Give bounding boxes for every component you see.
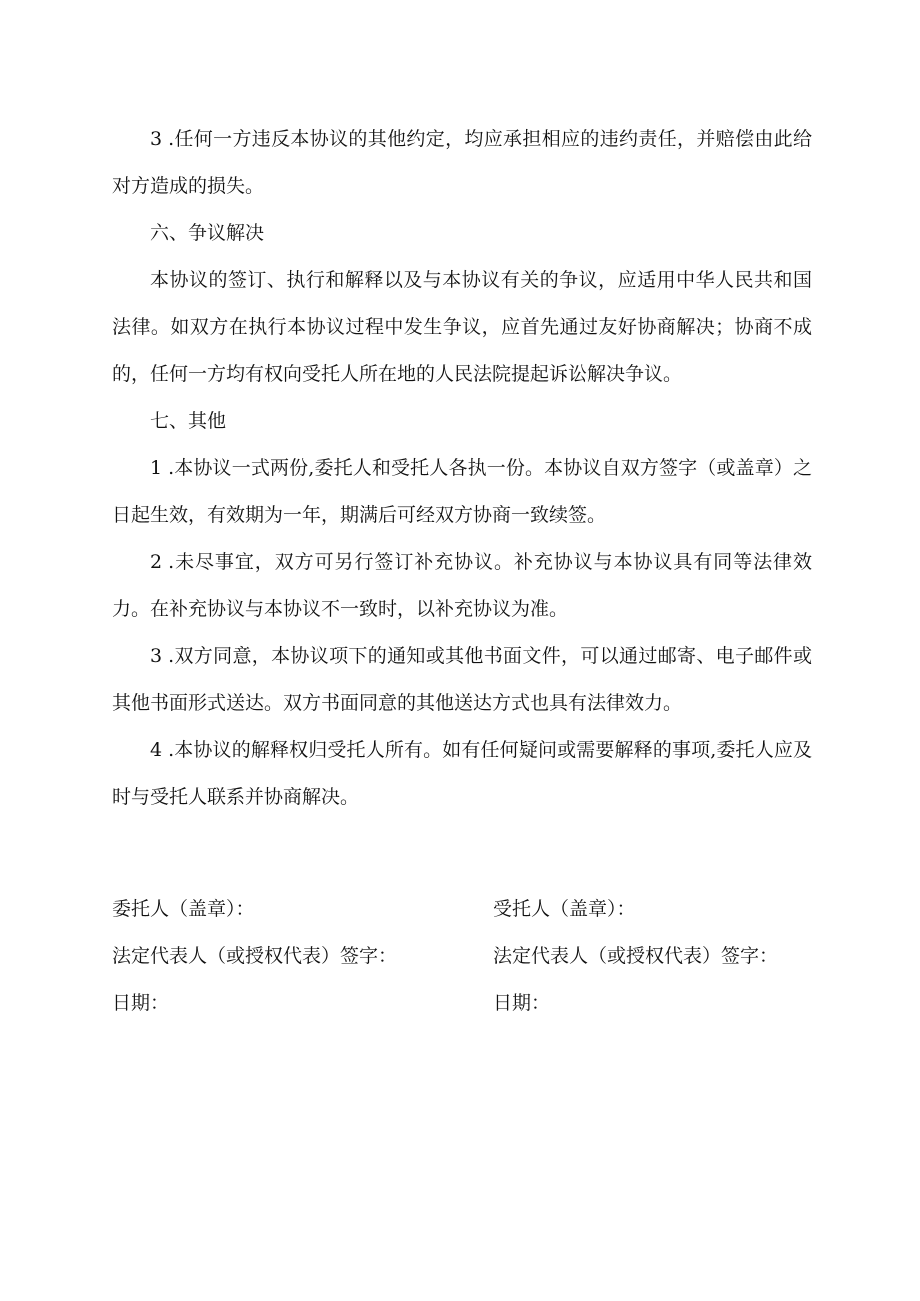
clause-text: .任何一方违反本协议的其他约定，均应承担相应的违约责任，并赔偿由此给对方造成的损失。 xyxy=(112,128,812,197)
clause-text: 本协议的签订、执行和解释以及与本协议有关的争议，应适用中华人民共和国法律。如双方在执行本协议过程中发生争议，应首先通过友好协商解决；协商不成的，任何一方均有权向受托人所在地的人民法院提起诉讼解决争议。 xyxy=(112,269,812,385)
principal-rep-signature-label: 法定代表人（或授权代表）签字： xyxy=(112,945,398,967)
clause-7-3 xyxy=(112,633,812,727)
signature-block-agent xyxy=(493,886,778,1027)
agent-date-label: 日期： xyxy=(493,992,551,1014)
agent-rep-signature-label: 法定代表人（或授权代表）签字： xyxy=(493,945,779,967)
clause-number: 3 xyxy=(150,128,163,150)
clause-7-4 xyxy=(112,727,812,821)
clause-number: 2 xyxy=(150,551,163,573)
agreement-body xyxy=(112,116,812,821)
clause-text: .本协议的解释权归受托人所有。如有任何疑问或需要解释的事项,委托人应及时与受托人联系并协商解决。 xyxy=(112,739,812,808)
section-heading-text: 六、争议解决 xyxy=(150,222,265,244)
principal-seal-label: 委托人（盖章）： xyxy=(112,898,255,920)
clause-7-2 xyxy=(112,539,812,633)
signature-block-principal xyxy=(112,886,397,1027)
clause-number: 4 xyxy=(150,739,163,761)
section-heading-text: 七、其他 xyxy=(150,410,227,432)
section-heading-other xyxy=(112,398,812,445)
agent-seal-label: 受托人（盖章）： xyxy=(493,898,636,920)
clause-text: .本协议一式两份,委托人和受托人各执一份。本协议自双方签字（或盖章）之日起生效，有效期为一年，期满后可经双方协商一致续签。 xyxy=(112,457,812,526)
clause-7-1 xyxy=(112,445,812,539)
clause-number: 3 xyxy=(150,645,163,667)
clause-text: .未尽事宜，双方可另行签订补充协议。补充协议与本协议具有同等法律效力。在补充协议与本协议不一致时，以补充协议为准。 xyxy=(112,551,812,620)
dispute-clause xyxy=(112,257,812,398)
clause-5-3 xyxy=(112,116,812,210)
clause-number: 1 xyxy=(150,457,163,479)
principal-date-label: 日期： xyxy=(112,992,170,1014)
clause-text: .双方同意，本协议项下的通知或其他书面文件，可以通过邮寄、电子邮件或其他书面形式送达。双方书面同意的其他送达方式也具有法律效力。 xyxy=(112,645,812,714)
section-heading-dispute xyxy=(112,210,812,257)
